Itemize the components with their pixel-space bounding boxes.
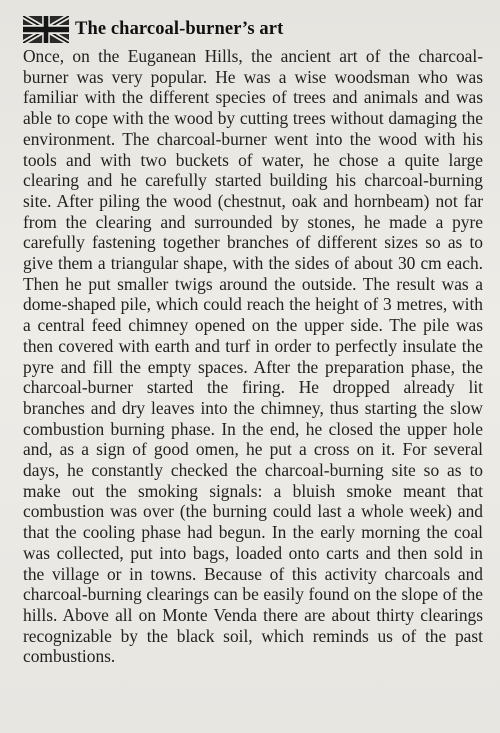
- union-jack-flag-icon: [23, 16, 69, 43]
- sign-header: [23, 13, 484, 45]
- sign-body-text: Once, on the Euganean Hills, the ancient art of the charcoal-burner was very popular. He was a wise woodsman who was familiar with the different species of trees and animals and was able to cope with the wood by cutting trees without damaging the environment. The charcoal-burner went into the wood with his tools and with two buckets of water, he chose a quite large clearing and he carefully started building his charcoal-burning site. After piling the wood (chestnut, oak and hornbeam) not far from the clearing and surrounded by stones, he made a pyre carefully fastening together branches of different sizes so as to give them a triangular shape, with the sides of about 30 cm each. Then he put smaller twigs around the outside. The result was a dome-shaped pile, which could reach the height of 3 metres, with a central feed chimney opened on the upper side. The pile was then covered with earth and turf in order to perfectly insulate the pyre and fill the empty spaces. After the preparation phase, the charcoal-burner started the firing. He dropped already lit branches and dry leaves into the chimney, thus starting the slow combustion burning phase. In the end, he closed the upper hole and, as a sign of good omen, he put a cross on it. For several days, he constantly checked the charcoal-burning site so as to make out the smoking signals: a bluish smoke meant that combustion was over (the burning could last a whole week) and that the cooling phase had begun. In the early morning the coal was collected, put into bags, loaded onto carts and then sold in the village or in towns. Because of this activity charcoals and charcoal-burning clearings can be easily found on the slope of the hills. Above all on Monte Venda there are about thirty clearings recognizable by the black soil, which reminds us of the past combustions.: [23, 46, 483, 667]
- sign-title: The charcoal-burner’s art: [75, 18, 284, 39]
